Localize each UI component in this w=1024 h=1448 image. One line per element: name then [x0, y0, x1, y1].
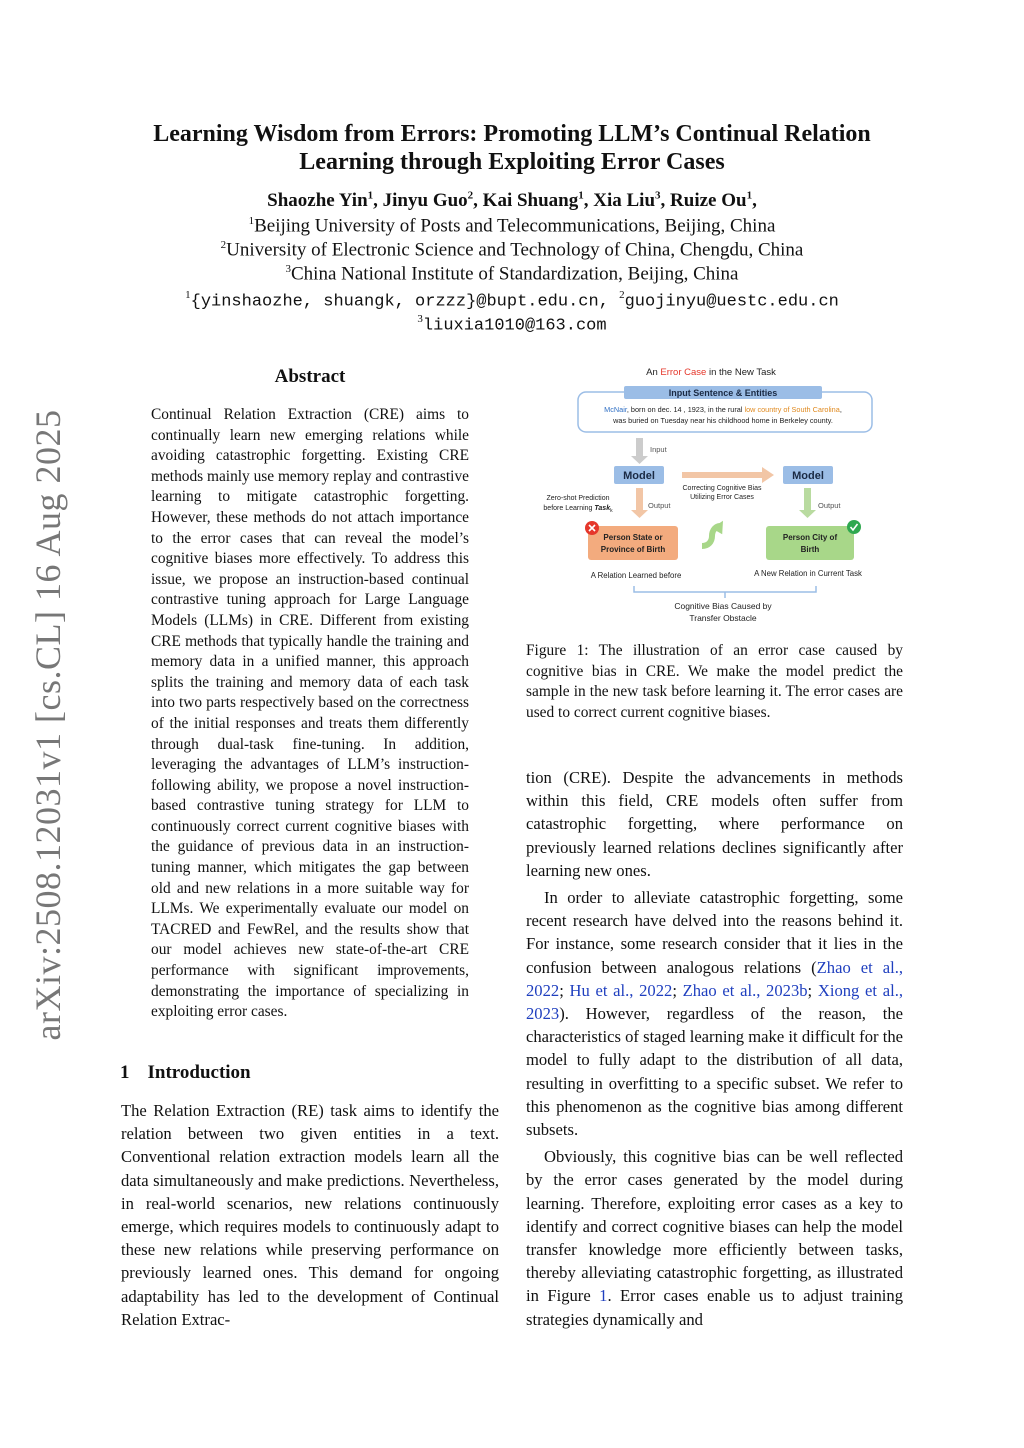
- affiliation: $^1$Beijing University of Posts and Telecommunications, Beijing, China: [248, 215, 776, 237]
- correcting-label-2: Utilizing Error Cases: [690, 494, 754, 501]
- figure-header: An Error Case in the New Task: [646, 367, 776, 378]
- model-label-right: Model: [792, 470, 824, 482]
- zero-shot-label-1: Zero-shot Prediction: [546, 495, 610, 502]
- output-arrow-left-shaft: [636, 488, 643, 510]
- intro-paragraph-2: In order to alleviate catastrophic forgetting, some recent research have delved into the reasons behind it. For instance, some research consider that it lies in the confusion between analogous relations (Zhao et al., 2022; Hu et al., 2022; Zhao et al., 2023b; Xiong et al., 2023). However, regardless of the reason, the characteristics of staged learning make it difficult for the model to fully adapt to the distribution of all data, resulting in overfitting to a specific subset. We refer to this phenomenon as the cognitive bias among different subsets.: [526, 888, 903, 1140]
- correct-prediction-box: [766, 526, 854, 560]
- author: Shaozhe Yin$^1$,: [267, 190, 383, 212]
- check-mark-icon: [847, 520, 861, 534]
- arxiv-sidebar-stamp: [18, 409, 78, 1041]
- paper-title: [112, 120, 912, 176]
- author-list: [112, 190, 912, 212]
- section-title: Introduction: [147, 1062, 251, 1083]
- intro-paragraph-1-continued: tion (CRE). Despite the advancements in methods within this field, CRE models often suffer from catastrophic forgetting, where performance on previously learned relations declines significantly after learning new ones.: [526, 768, 903, 880]
- bias-label-2: Transfer Obstacle: [689, 613, 757, 623]
- figure-reference-link[interactable]: 1: [599, 1286, 608, 1306]
- input-arrow-label: Input: [650, 445, 667, 454]
- citation-link[interactable]: Xiong et al., 2023: [526, 980, 903, 1024]
- citation-link[interactable]: Hu et al., 2022: [569, 980, 673, 1000]
- author: Kai Shuang$^1$,: [482, 190, 594, 212]
- correct-prediction-line-1: Person City of: [782, 533, 838, 542]
- learned-before-label: A Relation Learned before: [590, 571, 682, 580]
- section-number: 1: [120, 1062, 130, 1083]
- title-line-1: Learning Wisdom from Errors: Promoting LLM’s Continual Relation: [153, 121, 871, 147]
- input-arrow-shaft: [636, 438, 643, 456]
- output-label-left: Output: [648, 501, 671, 510]
- correct-prediction-line-2: Birth: [800, 545, 820, 554]
- title-line-2: Learning through Exploiting Error Cases: [299, 149, 725, 175]
- correcting-label-1: Correcting Cognitive Bias: [682, 485, 762, 492]
- abstract-heading: Abstract: [274, 366, 346, 387]
- intro-paragraph-1: The Relation Extraction (RE) task aims to identify the relation between two given entities in a text. Conventional relation extraction models learn all the data simultaneously and make predictions. Nevertheless, in real-world scenarios, new relations continuously emerge, which requires models to continuously adapt to these new relations while preserving performance on previously learned ones. This demand for ongoing adaptability has led to the development of Continual Relation Extrac-: [121, 1101, 499, 1329]
- affiliation: $^3$China National Institute of Standardization, Beijing, China: [285, 263, 739, 285]
- email-line-2: $^3$liuxia1010@163.com: [417, 313, 607, 336]
- author: Ruize Ou$^1$,: [670, 190, 757, 212]
- output-label-right: Output: [818, 501, 841, 510]
- figure-1-diagram: [526, 360, 906, 630]
- abstract-text: Continual Relation Extraction (CRE) aims to continually learn new emerging relations while avoiding catastrophic forgetting. Existing CRE methods mainly use memory replay and contrastive learning to mitigate catastrophic forgetting. However, these methods do not attach importance to the error cases that can reveal the model’s cognitive biases more effectively. To address this issue, we propose an instruction-based continual contrastive tuning approach for Large Language Models (LLMs) in CRE. Different from existing CRE methods that typically handle the training and memory data in a unified manner, this approach splits the training and memory data of each task into two parts respectively based on the correctness of the initial responses and treats them differently through dual-task fine-tuning. In addition, leveraging the advantages of LLM’s instruction-following ability, we propose a novel instruction-based contrastive tuning strategy for LLM to continuously correct current cognitive biases with the guidance of previous data in an instruction-tuning manner, which mitigates the gap between old and new relations in a more suitable way for LLMs. We experimentally evaluate our model on TACRED and FewRel, and the results show that our model achieves new state-of-the-art CRE performance with significant improvements, demonstrating the importance of specializing in exploiting error cases.: [151, 406, 469, 1021]
- output-arrow-right-head: [799, 510, 816, 518]
- output-arrow-right-shaft: [804, 488, 811, 510]
- new-relation-label: A New Relation in Current Task: [754, 569, 862, 578]
- arxiv-id: arXiv:2508.12031v1 [cs.CL] 16 Aug 2025: [28, 409, 68, 1041]
- bias-bracket: [634, 586, 816, 598]
- citation-link[interactable]: Zhao et al., 2022: [526, 957, 903, 1000]
- affiliation: $^2$University of Electronic Science and Technology of China, Chengdu, China: [220, 239, 804, 261]
- model-label-left: Model: [623, 470, 655, 482]
- right-column-text: [526, 766, 903, 1331]
- input-arrow-head: [631, 456, 648, 464]
- wrong-prediction-line-1: Person State or: [603, 533, 663, 542]
- citation-link[interactable]: Zhao et al., 2023b: [682, 980, 808, 1000]
- input-sentence-line-1: McNair, born on dec. 14 , 1923, in the rural low country of South Carolina,: [604, 405, 842, 414]
- figure-1-caption: Figure 1: The illustration of an error case caused by cognitive bias in CRE. We make the model predict the sample in the new task before learning it. The error cases are used to correct current cognitive biases.: [526, 642, 903, 721]
- wrong-prediction-line-2: Province of Birth: [600, 545, 666, 554]
- wrong-prediction-box: [588, 526, 678, 560]
- email-line-1: $^1${yinshaozhe, shuangk, orzzz}@bupt.edu.cn, $^2$guojinyu@uestc.edu.cn: [185, 289, 839, 312]
- section-heading: [120, 1062, 251, 1084]
- output-arrow-left-head: [631, 510, 648, 518]
- author: Jinyu Guo$^2$,: [382, 190, 483, 212]
- input-sentence-line-2: was buried on Tuesday near his childhood home in Berkeley county.: [613, 416, 833, 425]
- input-label: Input Sentence & Entities: [668, 388, 778, 398]
- author: Xia Liu$^3$,: [593, 190, 671, 212]
- zero-shot-label-2: before Learning Task$_k$: [543, 505, 613, 514]
- intro-paragraph-3: Obviously, this cognitive bias can be well reflected by the error cases generated by the model during learning. Therefore, exploiting error cases as a key to identify and correct cognitive biases can help the model transfer knowledge more efficiently between tasks, thereby alleviating catastrophic forgetting, as illustrated in Figure 1. Error cases enable us to adjust training strategies dynamically and: [526, 1147, 903, 1329]
- correcting-arrow: [682, 467, 774, 483]
- bias-label-1: Cognitive Bias Caused by: [674, 601, 772, 611]
